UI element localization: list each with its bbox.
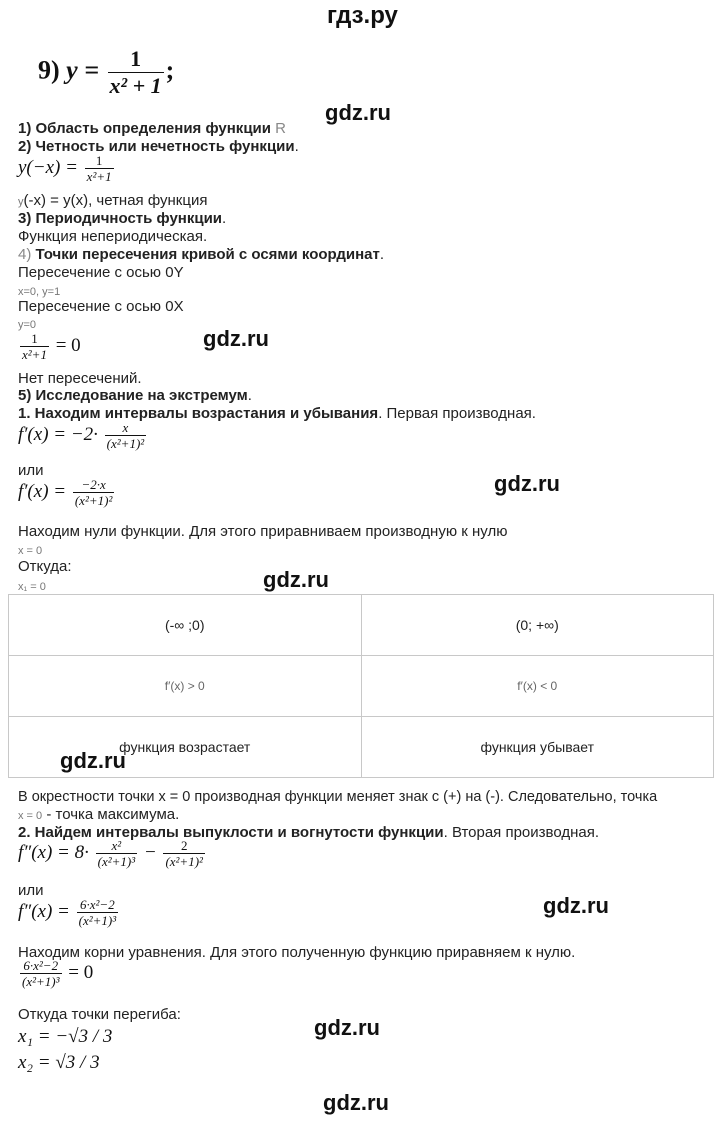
watermark-5: gdz.ru: [60, 748, 126, 773]
task-number: 9): [38, 55, 60, 85]
parity-result: [18, 192, 207, 211]
parity-result-text: (-x) = y(x), четная функция: [23, 192, 208, 209]
parity-den: x²+1: [86, 169, 112, 184]
ox-den: x²+1: [22, 347, 47, 362]
fd2-den: (x²+1)²: [74, 493, 113, 508]
sd-lhs: f″(x) = 8·: [18, 841, 89, 863]
domain-title: 1) Область определения функции: [18, 120, 271, 137]
parity-result-y: y: [18, 196, 24, 208]
section-domain: [18, 120, 286, 138]
task-lhs: y =: [66, 55, 100, 85]
whence-value: x₁ = 0: [18, 581, 46, 593]
inflection-x1: x₁ = −√3 / 3: [18, 1026, 113, 1047]
roots-den: (x²+1)³: [22, 974, 60, 989]
site-watermark-top: гдз.ру: [327, 2, 398, 29]
parity-fraction: [85, 153, 114, 184]
watermark-3: gdz.ru: [494, 471, 560, 496]
ox-rhs: = 0: [55, 334, 81, 356]
intersections-title: Точки пересечения кривой с осями координат: [35, 246, 380, 263]
period-title: 3) Периодичность функции: [18, 210, 223, 227]
task-numerator: 1: [108, 46, 164, 73]
no-intersections: Нет пересечений.: [18, 370, 142, 387]
parity-dot: .: [294, 138, 299, 155]
intersections-dot: .: [379, 246, 385, 263]
sd-minus: −: [143, 841, 157, 863]
roots-equation: [18, 958, 93, 989]
extremum-title: 5) Исследование на экстремум: [18, 387, 248, 404]
ox-fraction: [20, 331, 49, 362]
fd2-num: −2·x: [73, 477, 115, 493]
roots-rhs: = 0: [68, 961, 94, 983]
roots-fraction: [20, 958, 62, 989]
fd-num: x: [105, 420, 147, 436]
sd2-num: 6·x²−2: [77, 897, 119, 913]
table-cell: (-∞ ;0): [9, 595, 362, 656]
whence-label: Откуда:: [18, 558, 72, 575]
inflection-label: Откуда точки перегиба:: [18, 1006, 181, 1023]
monotonic-bold: 1. Находим интервалы возрастания и убывания: [18, 405, 379, 422]
watermark-1: gdz.ru: [325, 100, 391, 125]
conclusion-rest: - точка максимума.: [42, 806, 180, 823]
watermark-8: gdz.ru: [323, 1090, 389, 1115]
first-derivative-alt: [18, 477, 116, 508]
sd-den1: (x²+1)³: [97, 854, 136, 869]
parity-num: 1: [85, 153, 114, 169]
fd2-lhs: f′(x) =: [18, 480, 67, 502]
ox-values: y=0: [18, 319, 37, 331]
section-period: [18, 210, 226, 228]
zeros-value: x = 0: [18, 545, 43, 557]
sd2-fraction: [77, 897, 119, 928]
watermark-2: gdz.ru: [203, 326, 269, 351]
fd-fraction: [105, 420, 147, 451]
fd2-fraction: [73, 477, 115, 508]
second-derivative-alt: [18, 897, 120, 928]
oy-values: x=0, y=1: [18, 286, 61, 298]
convexity-rest: . Вторая производная.: [443, 824, 600, 841]
section-extremum: [18, 387, 252, 405]
table-cell: f′(x) > 0: [9, 656, 362, 717]
conclusion-x: x = 0: [18, 810, 43, 822]
task-fraction: [108, 46, 164, 99]
watermark-4: gdz.ru: [263, 567, 329, 592]
table-cell: (0; +∞): [361, 595, 714, 656]
ox-num: 1: [20, 331, 49, 347]
sd-den2: (x²+1)²: [165, 854, 203, 869]
first-derivative: [18, 420, 148, 451]
parity-lhs: y(−x) =: [18, 156, 78, 178]
sd-fraction-2: [163, 838, 205, 869]
parity-title: 2) Четность или нечетность функции: [18, 138, 295, 155]
ox-equation: [18, 331, 81, 362]
watermark-7: gdz.ru: [314, 1015, 380, 1040]
table-cell: функция убывает: [361, 717, 714, 778]
conclusion-max: [18, 806, 179, 825]
sd-fraction-1: [96, 838, 138, 869]
section-intersections: [18, 246, 384, 264]
convexity-bold: 2. Найдем интервалы выпуклости и вогнутости функции: [18, 824, 444, 841]
period-text: Функция непериодическая.: [18, 228, 208, 245]
or-1: или: [18, 462, 44, 479]
roots-num: 6·x²−2: [20, 958, 62, 974]
table-row: [9, 595, 714, 656]
second-derivative: [18, 838, 207, 869]
table-cell: f′(x) < 0: [361, 656, 714, 717]
ox-label: Пересечение с осью 0X: [18, 298, 184, 315]
zeros-text: Находим нули функции. Для этого приравниваем производную к нулю: [18, 523, 508, 540]
sd-num1: x²: [96, 838, 138, 854]
intersections-prefix: 4): [18, 246, 32, 263]
table-cell: функция возрастает: [9, 717, 362, 778]
sd2-lhs: f″(x) =: [18, 900, 70, 922]
period-dot: .: [222, 210, 227, 227]
extremum-dot: .: [247, 387, 252, 404]
task-formula: [38, 46, 174, 99]
or-2: или: [18, 882, 44, 899]
inflection-x2: x₂ = √3 / 3: [18, 1052, 100, 1073]
domain-value: R: [275, 120, 286, 137]
sd2-den: (x²+1)³: [78, 913, 117, 928]
monotonic-rest: . Первая производная.: [378, 405, 536, 422]
oy-label: Пересечение с осью 0Y: [18, 264, 184, 281]
task-denominator: x² + 1: [109, 73, 162, 98]
roots-text: Находим корни уравнения. Для этого полученную функцию приравняем к нулю.: [18, 944, 576, 961]
fd-lhs: f′(x) = −2·: [18, 423, 98, 445]
parity-formula: [18, 153, 116, 184]
conclusion-text: В окрестности точки x = 0 производная функции меняет знак с (+) на (-). Следовательно, точка: [18, 789, 658, 805]
watermark-6: gdz.ru: [543, 893, 609, 918]
task-semicolon: ;: [165, 55, 175, 85]
table-row: [9, 656, 714, 717]
sd-num2: 2: [163, 838, 205, 854]
fd-den: (x²+1)²: [106, 436, 145, 451]
